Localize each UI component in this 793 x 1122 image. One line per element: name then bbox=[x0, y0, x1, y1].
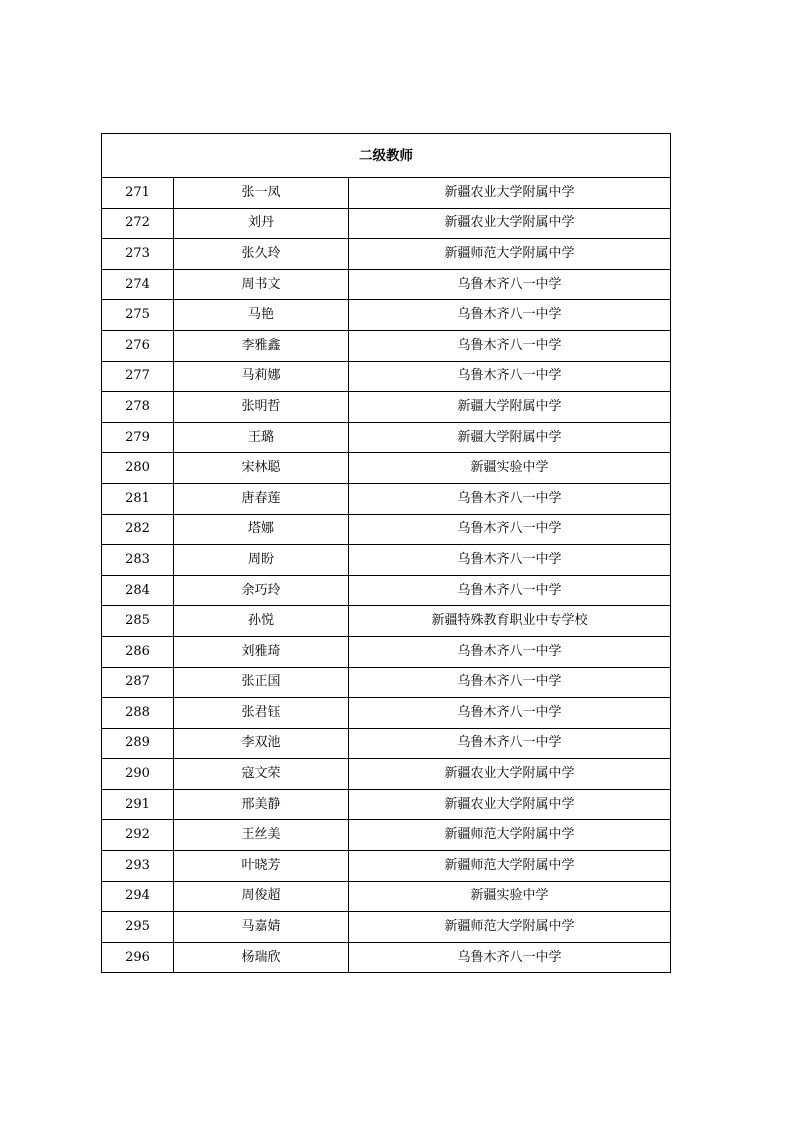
table-row bbox=[102, 269, 671, 300]
teacher-name: 马莉娜 bbox=[174, 361, 349, 392]
school-name: 乌鲁木齐八一中学 bbox=[349, 483, 671, 514]
teacher-name: 唐春莲 bbox=[174, 483, 349, 514]
school-name: 乌鲁木齐八一中学 bbox=[349, 728, 671, 759]
teacher-name: 马嘉婧 bbox=[174, 912, 349, 943]
school-name: 乌鲁木齐八一中学 bbox=[349, 942, 671, 973]
teacher-name: 王丝美 bbox=[174, 820, 349, 851]
school-name: 新疆实验中学 bbox=[349, 453, 671, 484]
row-number: 289 bbox=[102, 728, 174, 759]
table-row bbox=[102, 606, 671, 637]
teacher-name: 周盼 bbox=[174, 545, 349, 576]
teacher-name: 李雅鑫 bbox=[174, 330, 349, 361]
school-name: 新疆大学附属中学 bbox=[349, 392, 671, 423]
table-row bbox=[102, 392, 671, 423]
school-name: 新疆大学附属中学 bbox=[349, 422, 671, 453]
table-row bbox=[102, 636, 671, 667]
school-name: 新疆农业大学附属中学 bbox=[349, 759, 671, 790]
row-number: 273 bbox=[102, 239, 174, 270]
row-number: 286 bbox=[102, 636, 174, 667]
teacher-name: 张君钰 bbox=[174, 698, 349, 729]
school-name: 新疆师范大学附属中学 bbox=[349, 239, 671, 270]
row-number: 288 bbox=[102, 698, 174, 729]
teacher-name: 孙悦 bbox=[174, 606, 349, 637]
teacher-name: 杨瑞欣 bbox=[174, 942, 349, 973]
table-row bbox=[102, 942, 671, 973]
table-row bbox=[102, 912, 671, 943]
row-number: 277 bbox=[102, 361, 174, 392]
school-name: 新疆师范大学附属中学 bbox=[349, 851, 671, 882]
teacher-name: 张久玲 bbox=[174, 239, 349, 270]
row-number: 290 bbox=[102, 759, 174, 790]
row-number: 283 bbox=[102, 545, 174, 576]
school-name: 乌鲁木齐八一中学 bbox=[349, 300, 671, 331]
school-name: 乌鲁木齐八一中学 bbox=[349, 361, 671, 392]
school-name: 新疆农业大学附属中学 bbox=[349, 208, 671, 239]
school-name: 乌鲁木齐八一中学 bbox=[349, 514, 671, 545]
table-body bbox=[102, 134, 671, 973]
row-number: 276 bbox=[102, 330, 174, 361]
school-name: 新疆农业大学附属中学 bbox=[349, 789, 671, 820]
table-row bbox=[102, 330, 671, 361]
teacher-list-table bbox=[101, 133, 671, 973]
school-name: 乌鲁木齐八一中学 bbox=[349, 575, 671, 606]
table-row bbox=[102, 361, 671, 392]
table-row bbox=[102, 820, 671, 851]
table-title: 二级教师 bbox=[102, 134, 671, 178]
school-name: 新疆农业大学附属中学 bbox=[349, 178, 671, 209]
row-number: 291 bbox=[102, 789, 174, 820]
teacher-name: 余巧玲 bbox=[174, 575, 349, 606]
teacher-name: 周书文 bbox=[174, 269, 349, 300]
table-row bbox=[102, 300, 671, 331]
row-number: 272 bbox=[102, 208, 174, 239]
teacher-name: 宋林聪 bbox=[174, 453, 349, 484]
school-name: 乌鲁木齐八一中学 bbox=[349, 330, 671, 361]
table-row bbox=[102, 667, 671, 698]
table-row bbox=[102, 789, 671, 820]
school-name: 新疆师范大学附属中学 bbox=[349, 820, 671, 851]
row-number: 278 bbox=[102, 392, 174, 423]
row-number: 274 bbox=[102, 269, 174, 300]
teacher-name: 刘雅琦 bbox=[174, 636, 349, 667]
table-row bbox=[102, 453, 671, 484]
table-row bbox=[102, 851, 671, 882]
row-number: 279 bbox=[102, 422, 174, 453]
table-row bbox=[102, 178, 671, 209]
school-name: 乌鲁木齐八一中学 bbox=[349, 545, 671, 576]
table-title-row bbox=[102, 134, 671, 178]
table-row bbox=[102, 239, 671, 270]
school-name: 新疆实验中学 bbox=[349, 881, 671, 912]
school-name: 乌鲁木齐八一中学 bbox=[349, 667, 671, 698]
table-row bbox=[102, 545, 671, 576]
teacher-name: 周俊超 bbox=[174, 881, 349, 912]
school-name: 新疆师范大学附属中学 bbox=[349, 912, 671, 943]
teacher-name: 叶晓芳 bbox=[174, 851, 349, 882]
table-row bbox=[102, 208, 671, 239]
row-number: 296 bbox=[102, 942, 174, 973]
teacher-name: 寇文荣 bbox=[174, 759, 349, 790]
school-name: 乌鲁木齐八一中学 bbox=[349, 698, 671, 729]
row-number: 281 bbox=[102, 483, 174, 514]
teacher-name: 张一凤 bbox=[174, 178, 349, 209]
row-number: 292 bbox=[102, 820, 174, 851]
table-row bbox=[102, 483, 671, 514]
teacher-name: 王璐 bbox=[174, 422, 349, 453]
row-number: 293 bbox=[102, 851, 174, 882]
table-row bbox=[102, 881, 671, 912]
teacher-name: 李双池 bbox=[174, 728, 349, 759]
row-number: 285 bbox=[102, 606, 174, 637]
table-row bbox=[102, 759, 671, 790]
school-name: 乌鲁木齐八一中学 bbox=[349, 269, 671, 300]
table-row bbox=[102, 575, 671, 606]
teacher-name: 塔娜 bbox=[174, 514, 349, 545]
table-row bbox=[102, 514, 671, 545]
teacher-name: 刘丹 bbox=[174, 208, 349, 239]
teacher-name: 马艳 bbox=[174, 300, 349, 331]
school-name: 乌鲁木齐八一中学 bbox=[349, 636, 671, 667]
teacher-name: 张明哲 bbox=[174, 392, 349, 423]
row-number: 294 bbox=[102, 881, 174, 912]
row-number: 271 bbox=[102, 178, 174, 209]
row-number: 287 bbox=[102, 667, 174, 698]
table-row bbox=[102, 728, 671, 759]
row-number: 280 bbox=[102, 453, 174, 484]
row-number: 275 bbox=[102, 300, 174, 331]
teacher-name: 邢美静 bbox=[174, 789, 349, 820]
row-number: 284 bbox=[102, 575, 174, 606]
school-name: 新疆特殊教育职业中专学校 bbox=[349, 606, 671, 637]
row-number: 295 bbox=[102, 912, 174, 943]
teacher-name: 张正国 bbox=[174, 667, 349, 698]
row-number: 282 bbox=[102, 514, 174, 545]
table-row bbox=[102, 698, 671, 729]
table-row bbox=[102, 422, 671, 453]
